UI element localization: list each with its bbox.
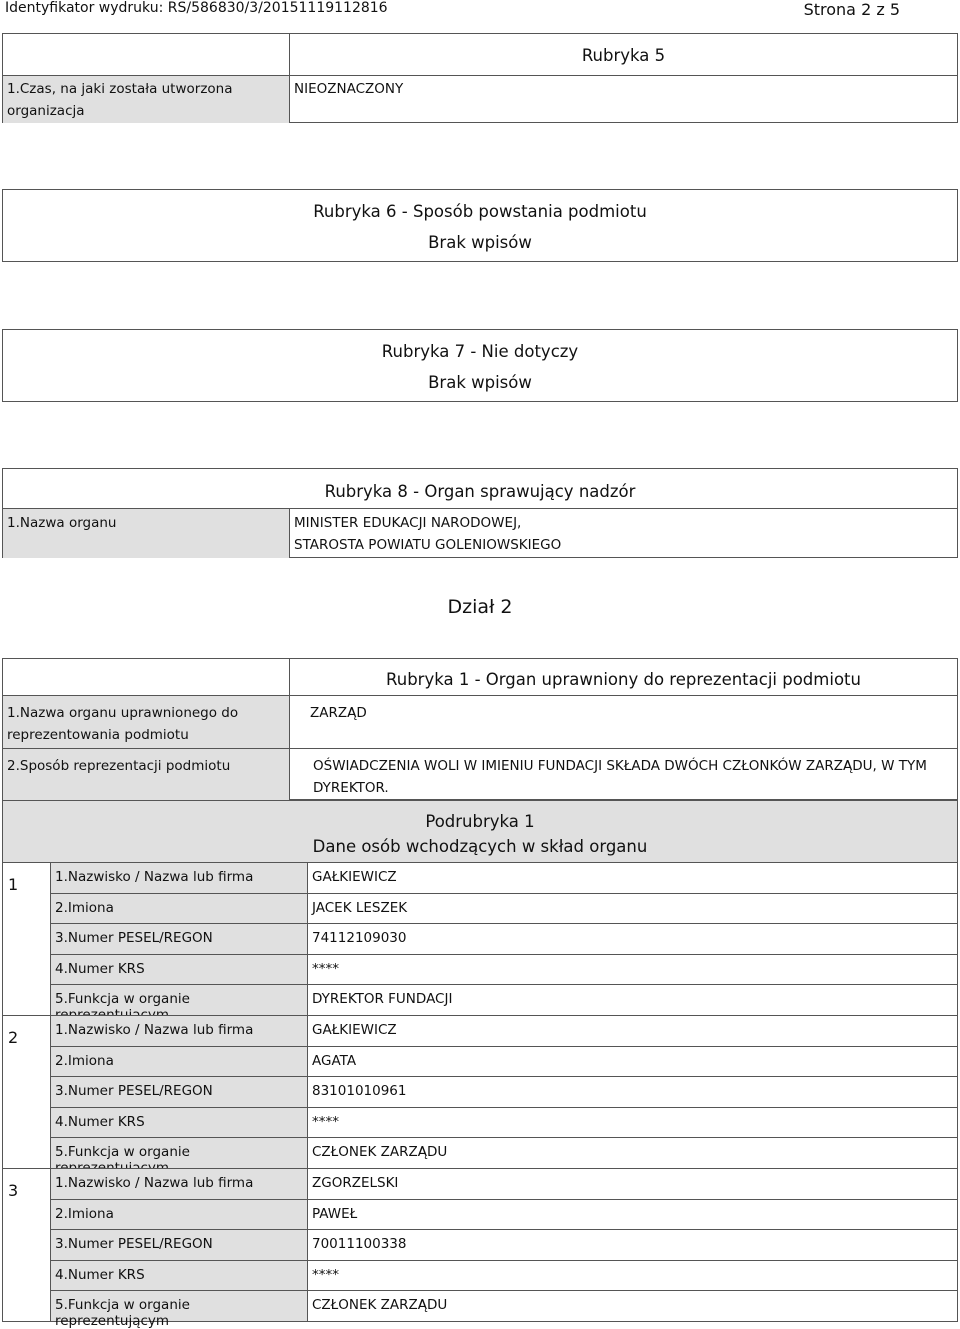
person-number: 2 <box>8 1028 19 1047</box>
organ-name-label: 1.Nazwa organu uprawnionego do reprezentowania podmiotu <box>7 705 239 743</box>
organ-repr-label: 2.Sposób reprezentacji podmiotu <box>7 758 231 774</box>
dzial-title: Dział 2 <box>447 596 513 618</box>
person-field-value: JACEK LESZEK <box>307 893 958 924</box>
organ-name-label-cell <box>3 695 289 748</box>
person-field-label: 5.Funkcja w organie reprezentującym <box>51 1290 307 1321</box>
person-field-label: 2.Imiona <box>51 1046 307 1077</box>
rubryka5-title-cell <box>289 34 957 75</box>
person-number: 1 <box>8 875 19 894</box>
person-field-value: **** <box>307 954 958 985</box>
page-number: Strona 2 z 5 <box>803 0 900 19</box>
rubryka8-value-cell <box>289 508 957 558</box>
rubryka5-label: 1.Czas, na jaki została utworzona organizacja <box>7 81 233 119</box>
rubryka7-title: Rubryka 7 - Nie dotyczy <box>381 342 579 361</box>
rubryka5-title: Rubryka 5 <box>581 46 666 65</box>
person-field-label: 2.Imiona <box>51 893 307 924</box>
rubryka8-title: Rubryka 8 - Organ sprawujący nadzór <box>324 482 636 501</box>
person-field-label: 4.Numer KRS <box>51 1260 307 1291</box>
rubryka8-label-cell <box>3 508 289 558</box>
person-number-cell <box>2 1015 51 1168</box>
person-field-value: DYREKTOR FUNDACJI <box>307 984 958 1015</box>
person-field-label: 2.Imiona <box>51 1199 307 1230</box>
rubryka8-box <box>2 468 958 558</box>
organ-name-value: ZARZĄD <box>310 705 367 721</box>
rubryka5-value-cell <box>289 75 957 123</box>
person-field-label: 5.Funkcja w organie <box>51 984 307 1015</box>
organ-repr-label-cell <box>3 748 289 800</box>
rubryka6-box <box>2 189 958 262</box>
person-number-cell <box>2 1168 51 1321</box>
person-field-label: 4.Numer KRS <box>51 1107 307 1138</box>
person-field-value: 83101010961 <box>307 1076 958 1107</box>
person-field-value: CZŁONEK ZARZĄDU <box>307 1290 958 1321</box>
podrubryka-header <box>3 801 957 862</box>
person-field-value: AGATA <box>307 1046 958 1077</box>
person-number: 3 <box>8 1181 19 1200</box>
person-field-value: GAŁKIEWICZ <box>307 1015 958 1046</box>
person-field-value: 70011100338 <box>307 1229 958 1260</box>
person-field-value: 74112109030 <box>307 923 958 954</box>
rubryka6-title: Rubryka 6 - Sposób powstania podmiotu <box>313 202 647 221</box>
person-field-value: ZGORZELSKI <box>307 1168 958 1199</box>
rubryka5-label-cell <box>3 75 289 123</box>
rubryka7-empty: Brak wpisów <box>428 373 532 392</box>
organ-name-value-cell <box>289 695 957 748</box>
person-field-label: 3.Numer PESEL/REGON <box>51 1229 307 1260</box>
person-field-value: CZŁONEK ZARZĄDU <box>307 1137 958 1168</box>
person-field-label: 3.Numer PESEL/REGON <box>51 1076 307 1107</box>
organ-box <box>2 658 958 800</box>
organ-title-cell <box>289 659 957 695</box>
person-field-label: 4.Numer KRS <box>51 954 307 985</box>
organ-repr-value-cell <box>289 748 957 800</box>
rubryka8-value: MINISTER EDUKACJI NARODOWEJ, STAROSTA POWIATU GOLENIOWSKIEGO <box>294 515 562 553</box>
person-field-label: 1.Nazwisko / Nazwa lub firma <box>51 862 307 893</box>
person-field-label: 1.Nazwisko / Nazwa lub firma <box>51 1168 307 1199</box>
person-field-value: **** <box>307 1107 958 1138</box>
rubryka5-box <box>2 33 958 123</box>
person-field-value: PAWEŁ <box>307 1199 958 1230</box>
rubryka8-label: 1.Nazwa organu <box>7 515 117 531</box>
podrubryka-subtitle: Dane osób wchodzących w skład organu <box>312 837 648 856</box>
print-identifier: Identyfikator wydruku: RS/586830/3/20151119112816 <box>5 0 388 16</box>
organ-title: Rubryka 1 - Organ uprawniony do reprezentacji podmiotu <box>386 670 861 689</box>
person-number-cell <box>2 862 51 1015</box>
person-field-value: **** <box>307 1260 958 1291</box>
person-field-label: 3.Numer PESEL/REGON <box>51 923 307 954</box>
organ-repr-value: OŚWIADCZENIA WOLI W IMIENIU FUNDACJI SKŁADA DWÓCH CZŁONKÓW ZARZĄDU, W TYM DYREKTOR. <box>313 758 927 796</box>
rubryka7-box <box>2 329 958 402</box>
rubryka5-value: NIEOZNACZONY <box>294 81 404 97</box>
rubryka6-empty: Brak wpisów <box>428 233 532 252</box>
person-field-label: 1.Nazwisko / Nazwa lub firma <box>51 1015 307 1046</box>
person-field-label: 5.Funkcja w organie <box>51 1137 307 1168</box>
person-field-value: GAŁKIEWICZ <box>307 862 958 893</box>
podrubryka-title: Podrubryka 1 <box>425 812 535 831</box>
